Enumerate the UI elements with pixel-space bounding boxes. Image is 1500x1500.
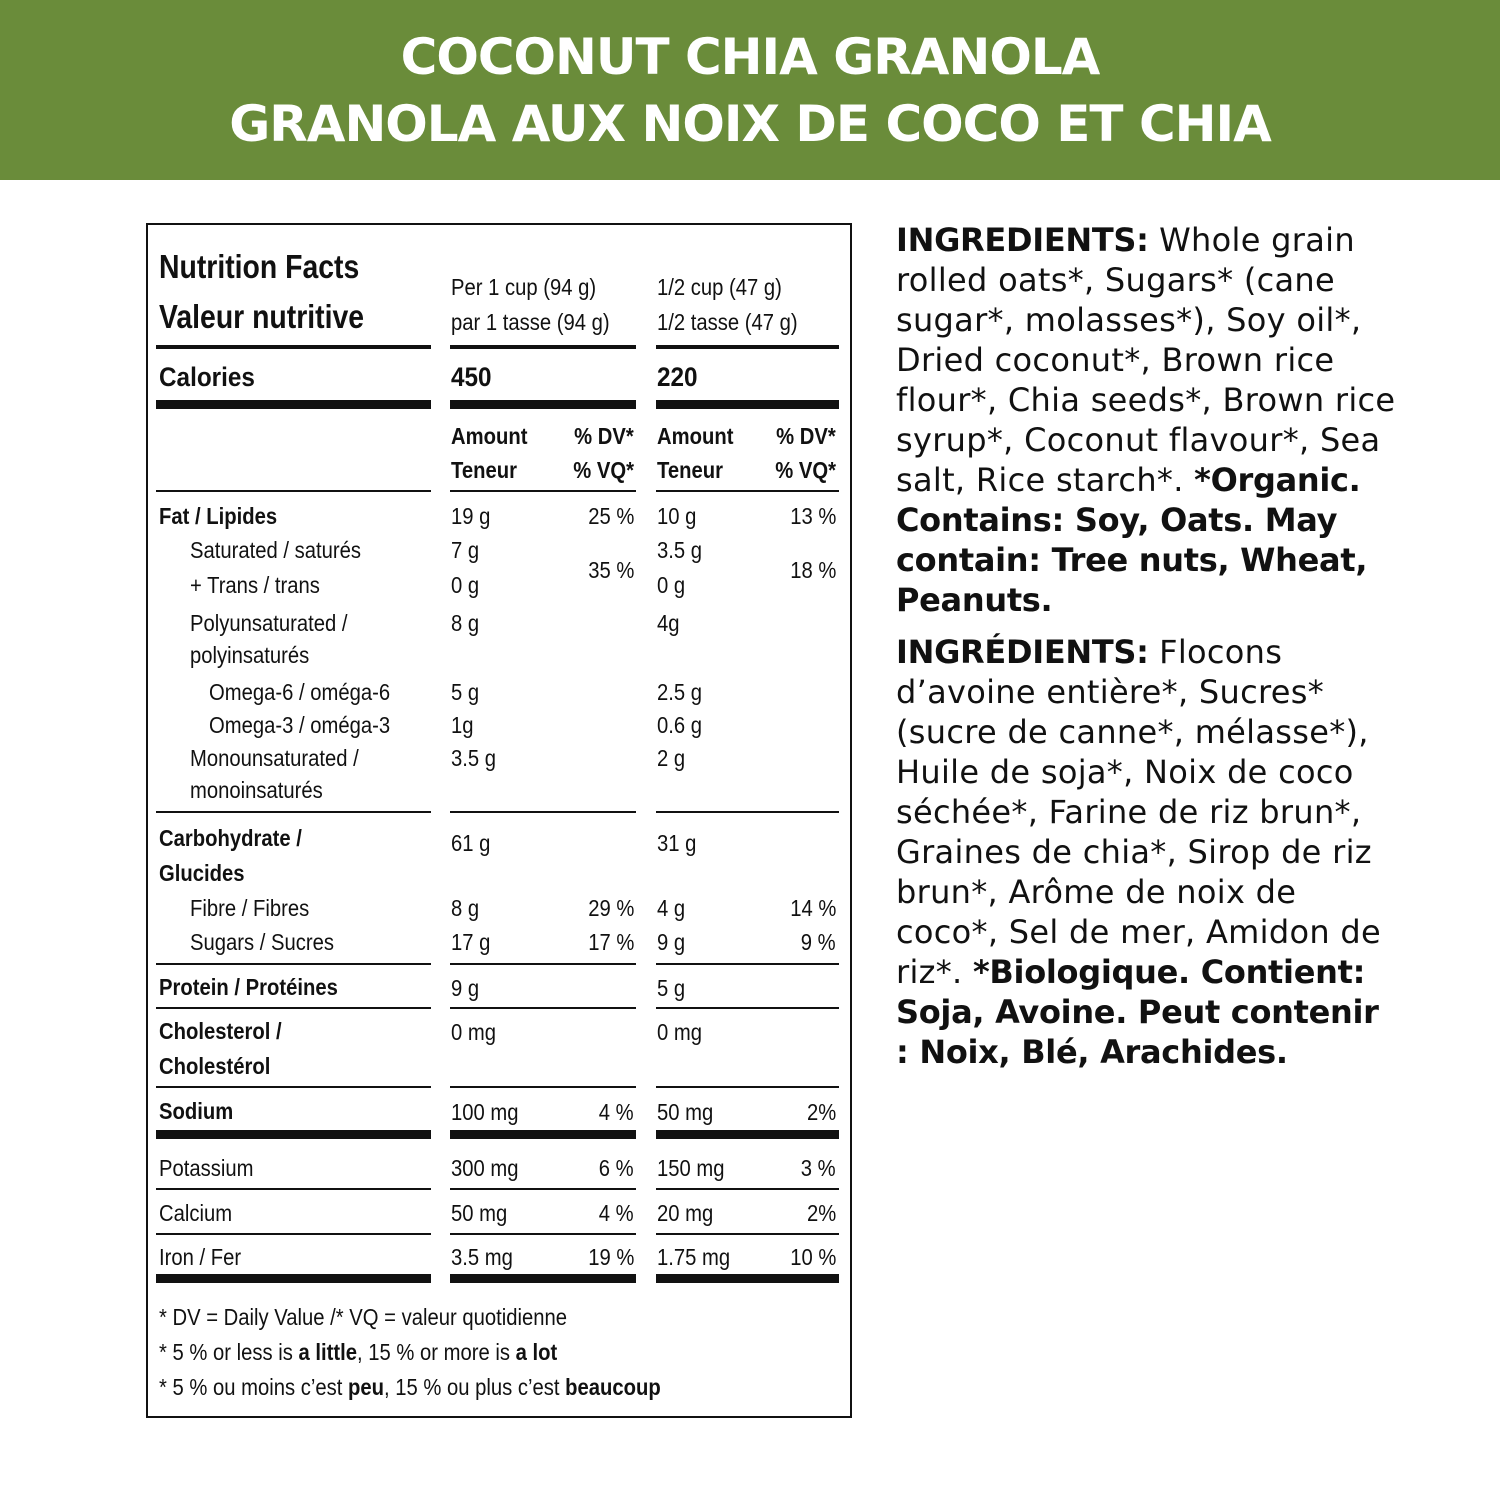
sodium-dv1: 4 % [599, 1099, 634, 1125]
sat-trans-dv2: 18 % [789, 557, 836, 583]
divider [156, 490, 431, 492]
divider-thick [450, 1130, 636, 1139]
cholesterol-col1: 0 mg [451, 1019, 497, 1045]
omega6-col2: 2.5 g [657, 679, 703, 705]
divider-thick [656, 1130, 839, 1139]
fibre-label: Fibre / Fibres [190, 895, 310, 921]
divider-thick [156, 1274, 431, 1283]
divider-thick [656, 1274, 839, 1283]
calcium-col1: 50 mg [451, 1200, 508, 1226]
dv-label-en: % DV* [776, 423, 836, 449]
saturated-col1: 7 g [451, 537, 480, 563]
omega6-label: Omega-6 / oméga-6 [209, 679, 391, 705]
calories-col1: 450 [451, 362, 492, 392]
fat-label: Fat / Lipides [159, 503, 278, 529]
nutrition-heading-en: Nutrition Facts [159, 248, 360, 285]
fibre-dv1: 29 % [587, 895, 634, 921]
divider [656, 1086, 839, 1088]
potassium-label: Potassium [159, 1155, 254, 1181]
sodium-col1: 100 mg [451, 1099, 519, 1125]
divider [656, 490, 839, 492]
poly-col2: 4g [657, 610, 680, 636]
divider [656, 1007, 839, 1009]
serving-col2-fr: 1/2 tasse (47 g) [657, 309, 798, 335]
carb-label-fr: Glucides [159, 860, 245, 886]
calcium-dv1: 4 % [599, 1200, 634, 1226]
carb-col1: 61 g [451, 830, 491, 856]
protein-col2: 5 g [657, 975, 686, 1001]
divider [156, 811, 431, 813]
omega6-col1: 5 g [451, 679, 480, 705]
sugars-col2: 9 g [657, 929, 686, 955]
sodium-dv2: 2% [806, 1099, 836, 1125]
cholesterol-col2: 0 mg [657, 1019, 703, 1045]
sugars-dv1: 17 % [587, 929, 634, 955]
divider [450, 1188, 636, 1190]
divider [450, 1086, 636, 1088]
divider [450, 345, 636, 349]
fat-col2: 10 g [657, 503, 697, 529]
potassium-col2: 150 mg [657, 1155, 725, 1181]
divider [156, 963, 431, 965]
saturated-col2: 3.5 g [657, 537, 703, 563]
divider-thick [450, 1274, 636, 1283]
fat-dv2: 13 % [789, 503, 836, 529]
omega3-col2: 0.6 g [657, 712, 703, 738]
fibre-dv2: 14 % [789, 895, 836, 921]
poly-label: Polyunsaturated / [190, 610, 348, 636]
divider [156, 1188, 431, 1190]
divider [450, 1007, 636, 1009]
fibre-col2: 4 g [657, 895, 686, 921]
sugars-col1: 17 g [451, 929, 491, 955]
iron-dv1: 19 % [587, 1244, 634, 1270]
footnote-en: * 5 % or less is a little, 15 % or more is a lot [159, 1339, 558, 1365]
divider [450, 1233, 636, 1235]
calories-label: Calories [159, 362, 255, 392]
sat-trans-dv1: 35 % [587, 557, 634, 583]
calcium-label: Calcium [159, 1200, 233, 1226]
sodium-label: Sodium [159, 1098, 234, 1124]
trans-col2: 0 g [657, 572, 686, 598]
amount-label-fr: Teneur [657, 457, 723, 483]
sugars-dv2: 9 % [801, 929, 836, 955]
divider [450, 963, 636, 965]
calcium-col2: 20 mg [657, 1200, 714, 1226]
serving-col2-en: 1/2 cup (47 g) [657, 274, 782, 300]
calories-col2: 220 [657, 362, 698, 392]
divider-thick [156, 1130, 431, 1139]
omega3-col1: 1g [451, 712, 474, 738]
sodium-col2: 50 mg [657, 1099, 714, 1125]
iron-col2: 1.75 mg [657, 1244, 731, 1270]
divider-thick [656, 400, 839, 409]
iron-dv2: 10 % [789, 1244, 836, 1270]
nutrition-heading-fr: Valeur nutritive [159, 298, 365, 335]
potassium-dv2: 3 % [801, 1155, 836, 1181]
divider [156, 345, 431, 349]
iron-label: Iron / Fer [159, 1244, 242, 1270]
ingredients-panel [896, 220, 1396, 1084]
poly-col1: 8 g [451, 610, 480, 636]
sugars-label: Sugars / Sucres [190, 929, 335, 955]
footnote-dv: * DV = Daily Value /* VQ = valeur quotidienne [159, 1304, 568, 1330]
cholesterol-label-fr: Cholestérol [159, 1053, 271, 1079]
serving-col1-fr: par 1 tasse (94 g) [451, 309, 610, 335]
divider [450, 490, 636, 492]
amount-label-fr: Teneur [451, 457, 517, 483]
calcium-dv2: 2% [806, 1200, 836, 1226]
nutrition-facts-table [146, 223, 852, 1418]
ingredients-fr: INGRÉDIENTS: Flocons d’avoine entière*, Sucres* (sucre de canne*, mélasse*), Huile de soja*, Noix de coco séchée*, Farine de riz brun*, Graines de chia*, Sirop de riz brun*, Arôme de noix de coco*, Sel de mer, Amidon de riz*. *Biologique. Contient: Soja, Avoine. Peut contenir : Noix, Blé, Arachides. [896, 633, 1381, 1071]
iron-col1: 3.5 mg [451, 1244, 513, 1270]
footnote-fr: * 5 % ou moins c’est peu, 15 % ou plus c’est beaucoup [159, 1374, 661, 1400]
divider [156, 1086, 431, 1088]
carb-label: Carbohydrate / [159, 825, 302, 851]
poly-label-fr: polyinsaturés [190, 642, 310, 668]
dv-label-en: % DV* [574, 423, 634, 449]
amount-label-en: Amount [451, 423, 528, 449]
divider [656, 345, 839, 349]
ingredients-en: INGREDIENTS: Whole grain rolled oats*, Sugars* (cane sugar*, molasses*), Soy oil*, Dried coconut*, Brown rice flour*, Chia seeds*, Brown rice syrup*, Coconut flavour*, Sea salt, Rice starch*. *Organic. Contains: Soy, Oats. May contain: Tree nuts, Wheat, Peanuts. [896, 221, 1396, 619]
serving-col1-en: Per 1 cup (94 g) [451, 274, 597, 300]
divider-thick [450, 400, 636, 409]
divider-thick [156, 400, 431, 409]
divider [656, 1233, 839, 1235]
divider [156, 1007, 431, 1009]
mono-col1: 3.5 g [451, 745, 497, 771]
amount-label-en: Amount [657, 423, 734, 449]
divider [156, 1233, 431, 1235]
fat-dv1: 25 % [587, 503, 634, 529]
saturated-label: Saturated / saturés [190, 537, 362, 563]
divider [656, 811, 839, 813]
dv-label-fr: % VQ* [775, 457, 836, 483]
potassium-dv1: 6 % [599, 1155, 634, 1181]
divider [656, 963, 839, 965]
product-title-fr: GRANOLA AUX NOIX DE COCO ET CHIA [229, 95, 1271, 153]
omega3-label: Omega-3 / oméga-3 [209, 712, 391, 738]
fat-col1: 19 g [451, 503, 491, 529]
mono-label: Monounsaturated / [190, 745, 359, 771]
potassium-col1: 300 mg [451, 1155, 519, 1181]
cholesterol-label: Cholesterol / [159, 1018, 282, 1044]
product-title-en: COCONUT CHIA GRANOLA [400, 28, 1100, 86]
dv-label-fr: % VQ* [573, 457, 634, 483]
trans-col1: 0 g [451, 572, 480, 598]
carb-col2: 31 g [657, 830, 697, 856]
mono-label-fr: monoinsaturés [190, 777, 323, 803]
protein-col1: 9 g [451, 975, 480, 1001]
protein-label: Protein / Protéines [159, 974, 338, 1000]
divider [450, 811, 636, 813]
mono-col2: 2 g [657, 745, 686, 771]
fibre-col1: 8 g [451, 895, 480, 921]
trans-label: + Trans / trans [190, 572, 320, 598]
divider [656, 1188, 839, 1190]
title-banner [0, 0, 1500, 180]
